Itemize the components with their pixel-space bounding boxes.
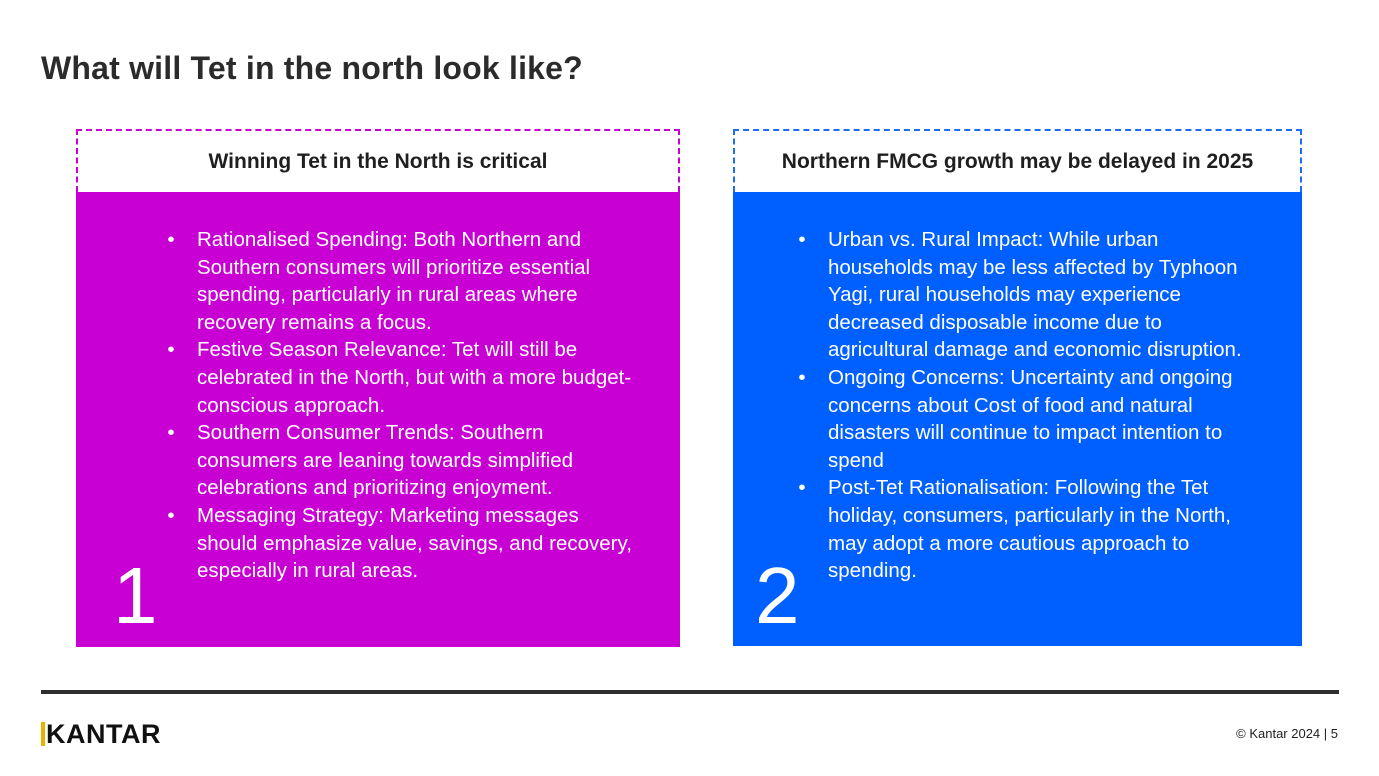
page-title: What will Tet in the north look like? [41,50,583,86]
card-winning-tet-north [76,129,680,647]
list-item [164,419,634,502]
bullet-icon: • [798,365,806,389]
card-header: Winning Tet in the North is critical [76,129,680,192]
bullet-text: Ongoing Concerns: Uncertainty and ongoing concerns about Cost of food and natural disasters will continue to impact intention to spend [828,365,1233,472]
kantar-logo [41,720,161,748]
bullet-text: Urban vs. Rural Impact: While urban households may be less affected by Typhoon Yagi, rural households may experience decreased disposable income due to agricultural damage and economic disruption. [828,228,1242,362]
bullet-list [164,226,634,585]
bullet-text: Rationalised Spending: Both Northern and Southern consumers will prioritize essential spending, particularly in rural areas where recovery remains a focus. [197,228,591,334]
bullet-text: Messaging Strategy: Marketing messages should emphasize value, savings, and recovery, especially in rural areas. [197,503,632,583]
bullet-list [795,226,1255,585]
card-number: 1 [113,551,158,640]
card-number: 2 [755,551,800,640]
list-item [164,226,634,336]
bullet-text: Post-Tet Rationalisation: Following the Tet holiday, consumers, particularly in the North, may adopt a more cautious approach to spending. [828,476,1231,583]
list-item [164,502,634,585]
logo-text: KANTAR [46,718,161,749]
bullet-text: Southern Consumer Trends: Southern consumers are leaning towards simplified celebrations and prioritizing enjoyment. [197,421,574,500]
bullet-text: Festive Season Relevance: Tet will still be celebrated in the North, but with a more budget-conscious approach. [197,338,632,417]
list-item [795,474,1255,584]
list-item [795,364,1255,474]
card-header: Northern FMCG growth may be delayed in 2025 [733,129,1302,192]
list-item [795,226,1255,364]
bullet-icon: • [798,476,806,500]
bullet-icon: • [167,228,175,251]
card-northern-fmcg-growth [733,129,1302,646]
bullet-icon: • [798,228,806,251]
card-body [76,192,680,647]
bullet-icon: • [167,503,175,527]
card-body [733,192,1302,646]
footer-divider [41,690,1339,694]
copyright-page-number: © Kantar 2024 | 5 [1236,726,1338,741]
bullet-icon: • [167,421,175,445]
list-item [164,336,634,419]
logo-accent-bar [41,722,45,746]
bullet-icon: • [167,338,175,362]
